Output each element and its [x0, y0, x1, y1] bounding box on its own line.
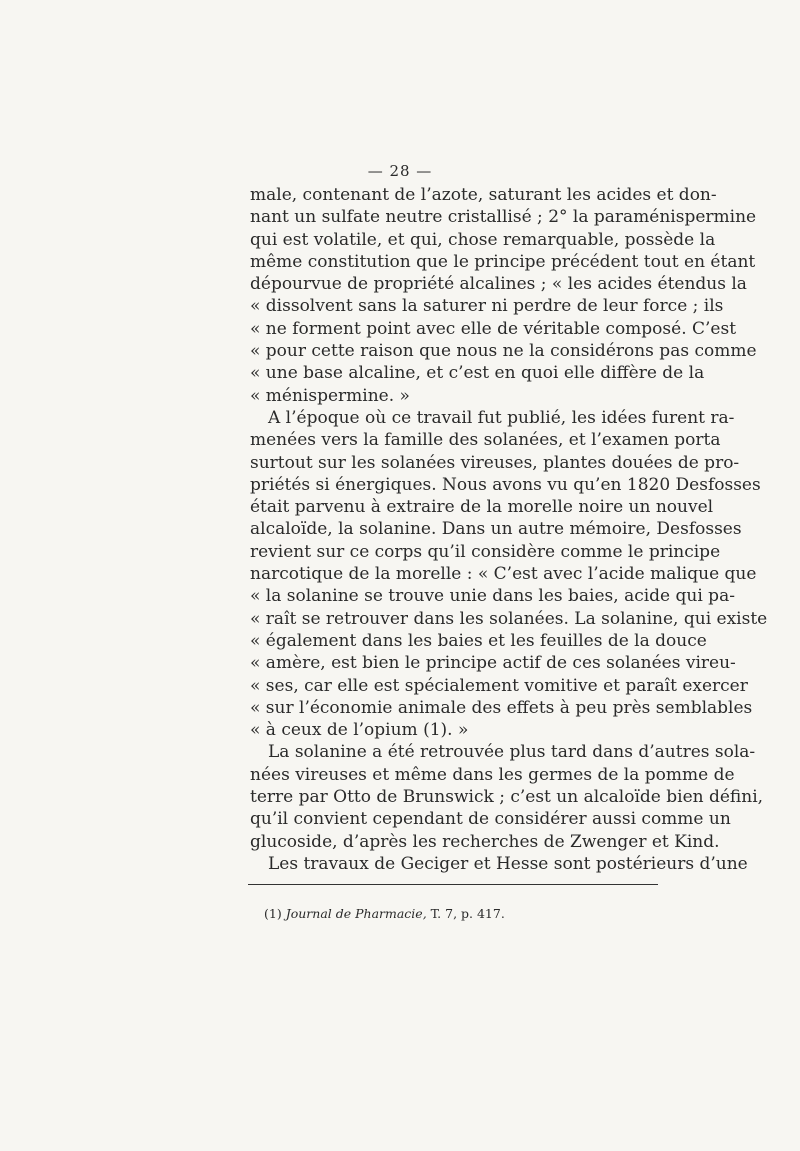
text-line: nant un sulfate neutre cristallisé ; 2° la paraménispermine: [250, 207, 757, 228]
text-line: priétés si énergiques. Nous avons vu qu’en 1820 Desfosses: [250, 474, 761, 495]
text-line: « ne forment point avec elle de véritable composé. C’est: [250, 318, 737, 339]
text-line: qu’il convient cependant de considérer aussi comme un: [250, 809, 731, 830]
text-line: « une base alcaline, et c’est en quoi elle diffère de la: [250, 363, 705, 384]
footnote-reference: T. 7, p. 417.: [430, 906, 505, 921]
page-number: — 28 —: [367, 162, 433, 180]
text-line: qui est volatile, et qui, chose remarquable, possède la: [250, 229, 716, 250]
footnote: [264, 906, 505, 921]
footnote-journal: Journal de Pharmacie,: [285, 906, 427, 921]
text-line: « ses, car elle est spécialement vomitive et paraît exercer: [250, 675, 748, 696]
text-line: terre par Otto de Brunswick ; c’est un alcaloïde bien défini,: [250, 787, 764, 808]
text-line: male, contenant de l’azote, saturant les acides et don-: [250, 185, 717, 205]
text-line: était parvenu à extraire de la morelle noire un nouvel: [250, 497, 714, 518]
text-line: Les travaux de Geciger et Hesse sont postérieurs d’une: [268, 853, 748, 874]
text-line: « à ceux de l’opium (1). »: [250, 720, 469, 741]
text-line: dépourvue de propriété alcalines ; « les acides étendus la: [250, 274, 747, 295]
text-line: « amère, est bien le principe actif de ces solanées vireu-: [250, 653, 736, 674]
text-line: surtout sur les solanées vireuses, plantes douées de pro-: [250, 452, 740, 473]
text-line: glucoside, d’après les recherches de Zwenger et Kind.: [250, 831, 720, 852]
text-line: nées vireuses et même dans les germes de la pomme de: [250, 764, 735, 785]
text-line: menées vers la famille des solanées, et l’examen porta: [250, 430, 721, 451]
text-line: « raît se retrouver dans les solanées. La solanine, qui existe: [250, 608, 768, 629]
text-line: « la solanine se trouve unie dans les baies, acide qui pa-: [250, 586, 735, 607]
footnote-marker: (1): [264, 906, 282, 921]
text-line: revient sur ce corps qu’il considère comme le principe: [250, 541, 721, 562]
text-line: alcaloïde, la solanine. Dans un autre mémoire, Desfosses: [250, 519, 742, 540]
body-text: [250, 184, 768, 875]
text-line: « pour cette raison que nous ne la considérons pas comme: [250, 341, 757, 362]
text-line: narcotique de la morelle : « C’est avec l’acide malique que: [250, 564, 757, 585]
text-line: La solanine a été retrouvée plus tard dans d’autres sola-: [268, 742, 756, 763]
text-line: « sur l’économie animale des effets à peu près semblables: [250, 697, 753, 718]
footnote-rule: [248, 884, 658, 885]
text-line: « ménispermine. »: [250, 385, 410, 406]
text-line: « dissolvent sans la saturer ni perdre de leur force ; ils: [250, 296, 724, 317]
text-line: « également dans les baies et les feuilles de la douce: [250, 630, 707, 651]
text-line: même constitution que le principe précédent tout en étant: [250, 251, 756, 272]
text-line: A l’époque où ce travail fut publié, les idées furent ra-: [268, 407, 735, 428]
